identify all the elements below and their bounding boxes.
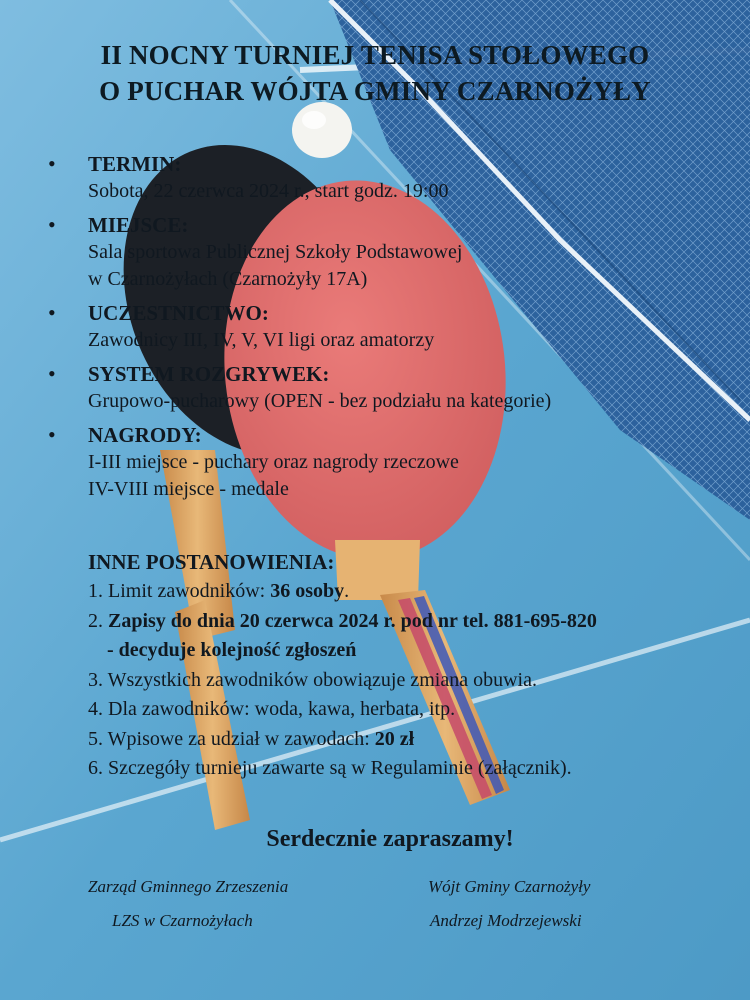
rule-line: [88, 725, 728, 755]
rule-text: 6. Szczegóły turnieju zawarte są w Regulaminie (załącznik).: [88, 757, 572, 779]
section-text: Grupowo-pucharowy (OPEN - bez podziału na kategorie): [88, 390, 552, 412]
rule-line: [88, 754, 728, 784]
rule-emphasis: - decyduje kolejność zgłoszeń: [107, 639, 357, 661]
rule-text: 3. Wszystkich zawodników obowiązuje zmiana obuwia.: [88, 668, 537, 691]
rule-emphasis: Zapisy do dnia 20 czerwca 2024 r. pod nr tel. 881-695-820: [108, 609, 597, 632]
list-item-miejsce: [48, 211, 728, 293]
signature-line: Zarząd Gminnego Zrzeszenia: [88, 877, 289, 896]
rule-text: 2.: [88, 609, 108, 632]
poster-title-line-1: II NOCNY TURNIEJ TENISA STOŁOWEGO: [100, 40, 650, 70]
bullet-icon: •: [48, 212, 56, 237]
section-text: I-III miejsce - puchary oraz nagrody rzeczowe: [88, 451, 459, 473]
other-provisions: [88, 547, 728, 784]
rule-text-end: .: [344, 580, 350, 602]
section-heading: UCZESTNICTWO:: [88, 301, 269, 325]
invitation-text: Serdecznie zapraszamy!: [266, 826, 514, 852]
section-text: Zawodnicy III, IV, V, VI ligi oraz amatorzy: [88, 329, 435, 351]
bullet-icon: •: [48, 422, 56, 447]
section-heading: MIEJSCE:: [88, 213, 189, 237]
signature-mayor: [428, 870, 590, 938]
section-text: Sobota, 22 czerwca 2024 r., start godz. 19:00: [88, 180, 449, 202]
rule-text: 1. Limit zawodników:: [88, 580, 271, 602]
list-item-uczestnictwo: [48, 299, 728, 354]
rule-line: [88, 577, 728, 607]
signature-organizer: [88, 870, 288, 938]
signature-line: LZS w Czarnożyłach: [112, 911, 253, 930]
bullet-icon: •: [48, 151, 56, 176]
list-item-nagrody: [48, 421, 728, 503]
signature-line: Wójt Gminy Czarnożyły: [428, 877, 591, 896]
section-text: Sala sportowa Publicznej Szkoły Podstawowej: [88, 241, 463, 263]
rule-line: [88, 666, 728, 696]
rule-text: 5. Wpisowe za udział w zawodach:: [88, 727, 375, 750]
rule-line: [88, 695, 728, 725]
list-item-termin: [48, 150, 728, 205]
poster-title-line-2: O PUCHAR WÓJTA GMINY CZARNOŻYŁY: [99, 76, 651, 106]
rule-text: 4. Dla zawodników: woda, kawa, herbata, itp.: [88, 698, 456, 720]
section-heading: SYSTEM ROZGRYWEK:: [88, 362, 330, 386]
rule-line: [88, 607, 728, 637]
list-item-system: [48, 360, 728, 415]
section-text: w Czarnożyłach (Czarnożyły 17A): [88, 268, 368, 290]
other-provisions-heading: INNE POSTANOWIENIA:: [88, 550, 335, 574]
details-list: [48, 150, 728, 509]
bullet-icon: •: [48, 361, 56, 386]
section-text: IV-VIII miejsce - medale: [88, 478, 289, 500]
bullet-icon: •: [48, 300, 56, 325]
rule-line: [88, 636, 728, 666]
rule-emphasis: 36 osoby: [270, 580, 345, 602]
rule-emphasis: 20 zł: [374, 727, 415, 750]
section-heading: TERMIN:: [88, 152, 182, 176]
signature-line: Andrzej Modrzejewski: [430, 911, 582, 930]
section-heading: NAGRODY:: [88, 423, 202, 447]
